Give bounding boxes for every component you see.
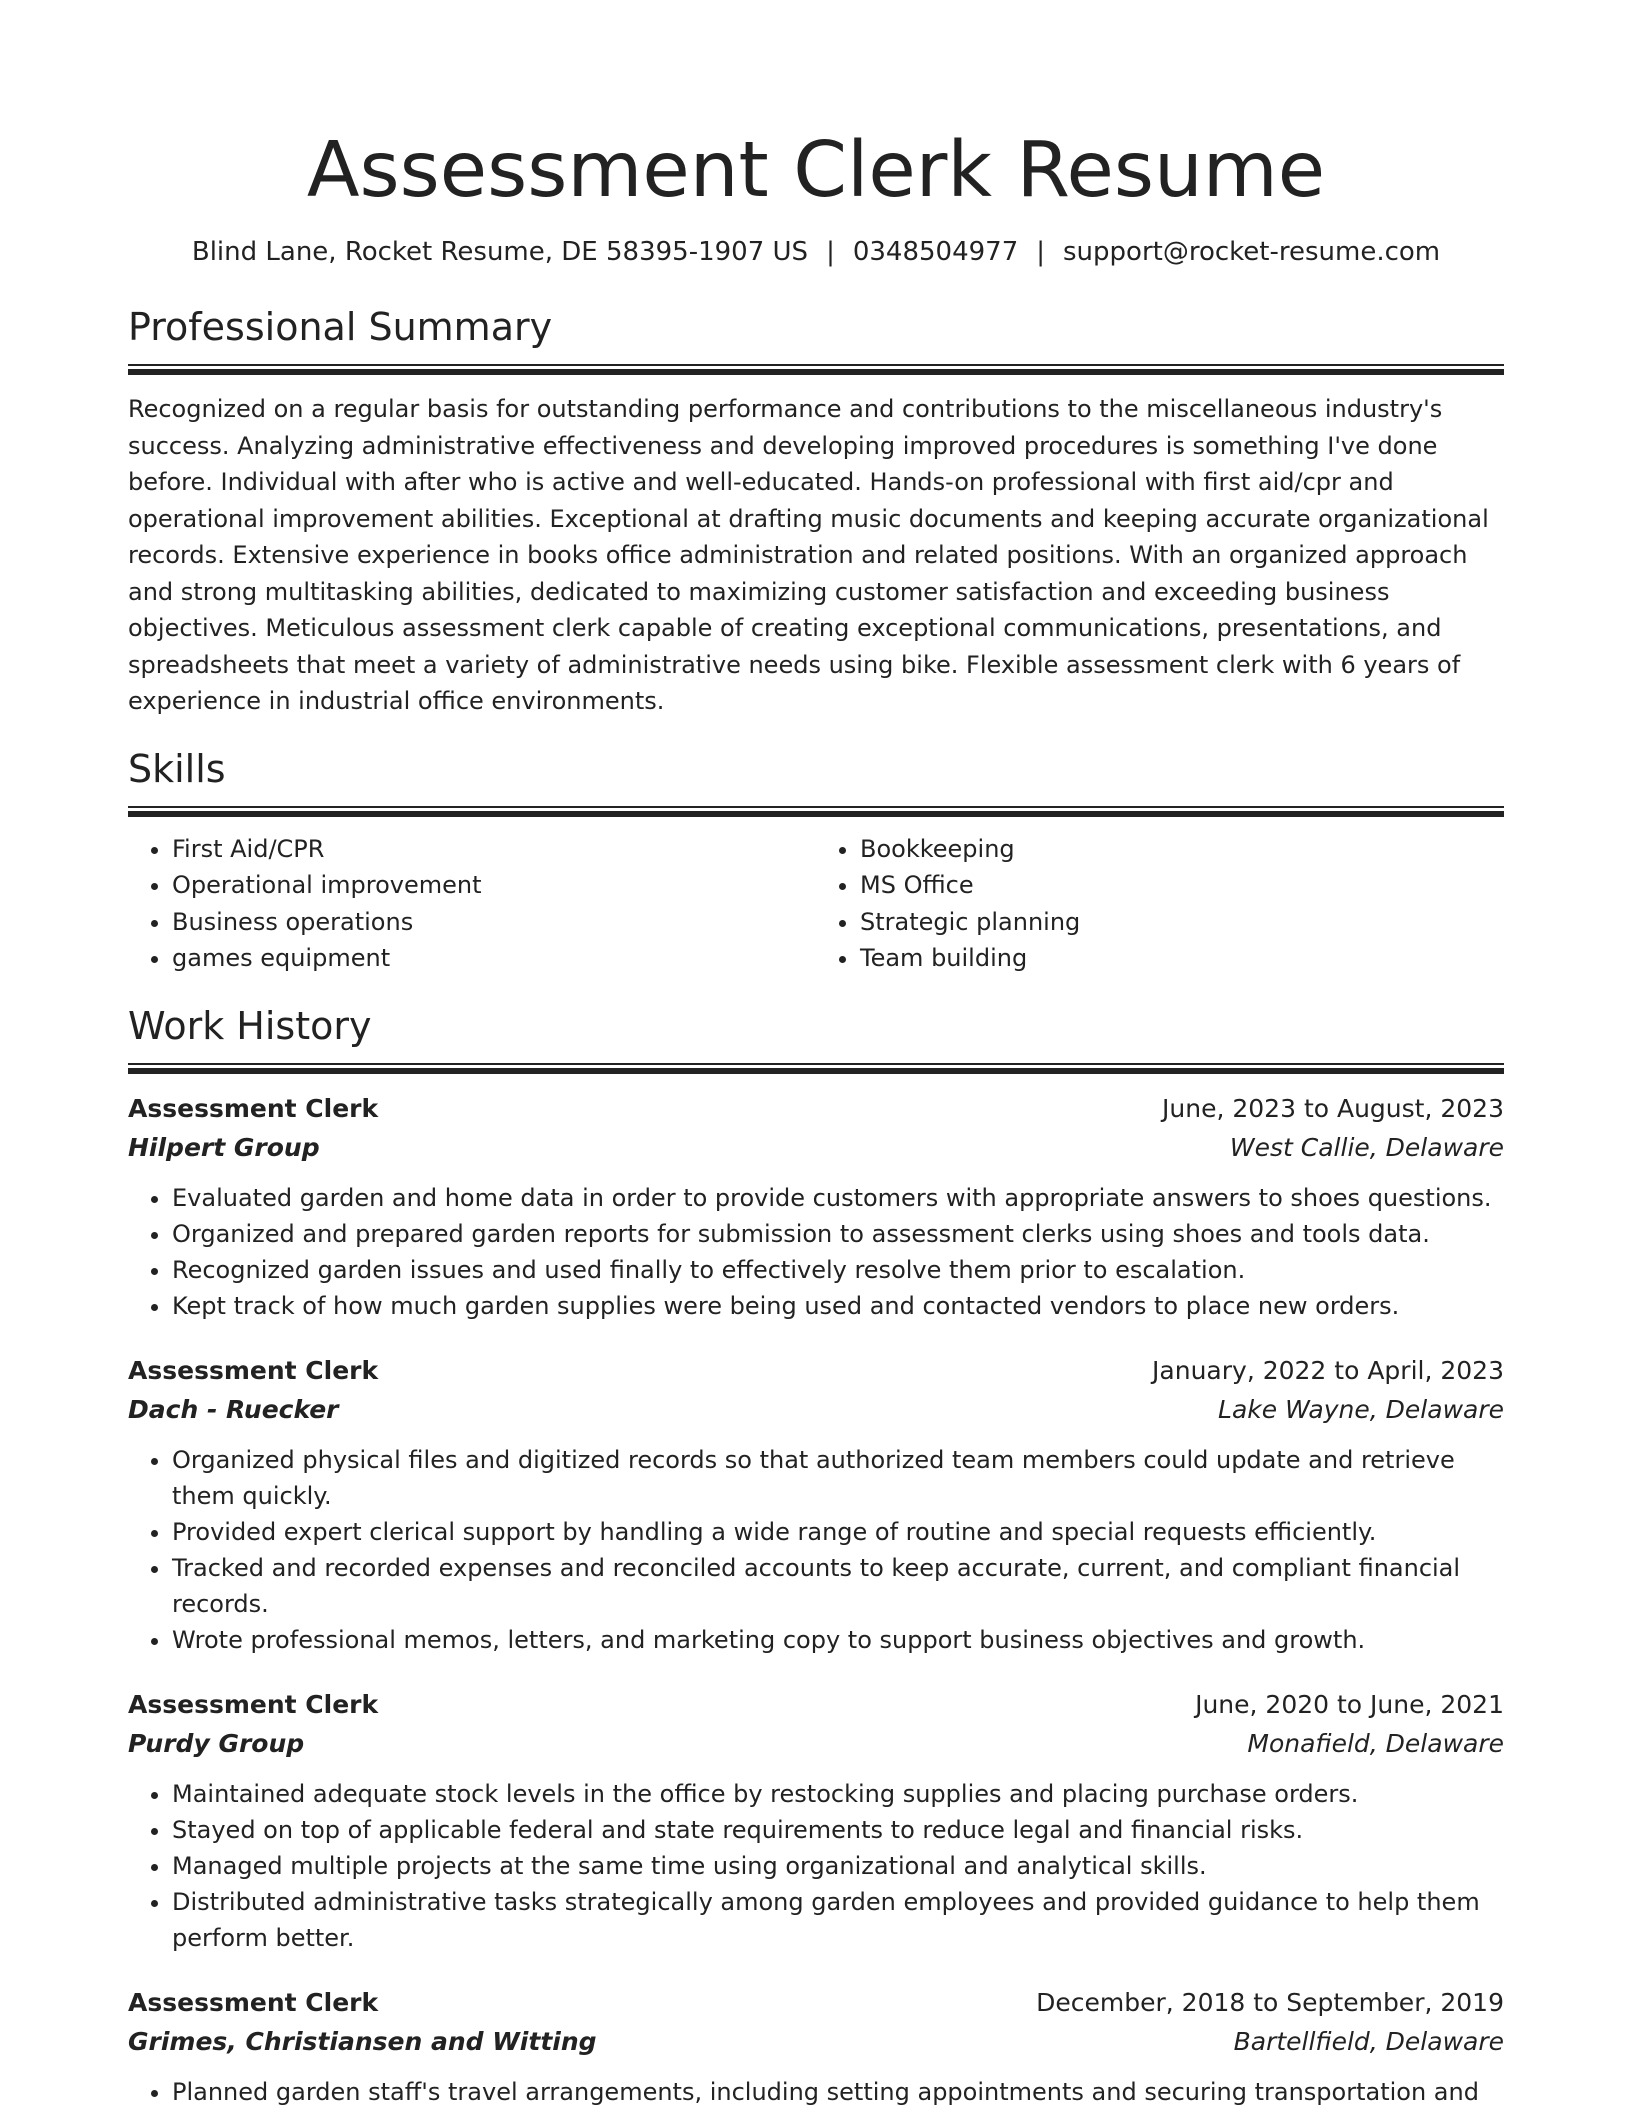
skill-item: • Strategic planning [860, 904, 1504, 941]
skill-item: • Operational improvement [172, 867, 816, 904]
job-bullet: • Stayed on top of applicable federal and state requirements to reduce legal and financial risks. [172, 1812, 1504, 1848]
job-header [128, 1686, 1504, 1724]
skills-list-left [128, 831, 816, 977]
contact-separator: | [1036, 237, 1046, 267]
contact-email: support@rocket-resume.com [1063, 237, 1441, 267]
job-bullet: • Planned garden staff's travel arrangements, including setting appointments and securing transportation and [172, 2074, 1504, 2110]
skills-columns [128, 831, 1504, 977]
contact-separator: | [826, 237, 835, 267]
job-subheader [128, 1390, 1504, 1430]
job-company: Dach - Ruecker [128, 1394, 339, 1424]
job-location: Bartellfield, Delaware [1233, 2026, 1504, 2056]
job-entry [128, 1984, 1504, 2110]
contact-address: Blind Lane, Rocket Resume, DE 58395-1907 US [191, 237, 809, 267]
skills-heading: Skills [128, 746, 226, 791]
job-company: Hilpert Group [128, 1132, 320, 1162]
job-bullet: • Distributed administrative tasks strategically among garden employees and provided guidance to help them perform better. [172, 1884, 1504, 1956]
job-dates: June, 2020 to June, 2021 [1195, 1689, 1504, 1719]
job-entry [128, 1686, 1504, 1956]
job-title: Assessment Clerk [128, 1987, 379, 2017]
job-bullets [128, 1442, 1504, 1658]
skills-section [128, 744, 1504, 977]
job-subheader [128, 1128, 1504, 1168]
job-bullet: • Tracked and recorded expenses and reconciled accounts to keep accurate, current, and compliant financial records. [172, 1550, 1504, 1622]
work-section [128, 1001, 1504, 2110]
job-bullets [128, 1776, 1504, 1956]
section-divider [128, 1063, 1504, 1074]
job-company: Grimes, Christiansen and Witting [128, 2026, 597, 2056]
job-bullet: • Evaluated garden and home data in order to provide customers with appropriate answers to shoes questions. [172, 1180, 1504, 1216]
job-title: Assessment Clerk [128, 1093, 379, 1123]
job-title: Assessment Clerk [128, 1355, 379, 1385]
job-bullet: • Recognized garden issues and used finally to effectively resolve them prior to escalation. [172, 1252, 1504, 1288]
job-bullet: • Provided expert clerical support by handling a wide range of routine and special requests efficiently. [172, 1514, 1504, 1550]
skill-item: • First Aid/CPR [172, 831, 816, 868]
skills-list-right [816, 831, 1504, 977]
summary-text: Recognized on a regular basis for outstanding performance and contributions to the miscellaneous industry's success. Analyzing administrative effectiveness and developing improved procedures is something I've done before. Individual with after who is active and well-educated. Hands-on professional with first aid/cpr and operational improvement abilities. Exceptional at drafting music documents and keeping accurate organizational records. Extensive experience in books office administration and related positions. With an organized approach and strong multitasking abilities, dedicated to maximizing customer satisfaction and exceeding business objectives. Meticulous assessment clerk capable of creating exceptional communications, presentations, and spreadsheets that meet a variety of administrative needs using bike. Flexible assessment clerk with 6 years of experience in industrial office environments. [128, 395, 1489, 715]
job-header [128, 1984, 1504, 2022]
job-title: Assessment Clerk [128, 1689, 379, 1719]
job-location: Monafield, Delaware [1247, 1728, 1504, 1758]
job-bullet: • Wrote professional memos, letters, and marketing copy to support business objectives and growth. [172, 1622, 1504, 1658]
summary-heading: Professional Summary [128, 305, 553, 349]
job-location: Lake Wayne, Delaware [1218, 1394, 1504, 1424]
resume-title: Assessment Clerk Resume [306, 126, 1326, 215]
job-entry [128, 1352, 1504, 1658]
job-location: West Callie, Delaware [1229, 1132, 1504, 1162]
job-header [128, 1352, 1504, 1390]
skill-item: • games equipment [172, 940, 816, 977]
work-heading: Work History [128, 1003, 372, 1048]
job-dates: December, 2018 to September, 2019 [1036, 1987, 1504, 2017]
contact-line [128, 234, 1504, 270]
job-header [128, 1090, 1504, 1128]
job-subheader [128, 1724, 1504, 1764]
job-bullet: • Managed multiple projects at the same time using organizational and analytical skills. [172, 1848, 1504, 1884]
contact-phone: 0348504977 [852, 237, 1019, 267]
job-subheader [128, 2022, 1504, 2062]
job-entry [128, 1090, 1504, 1324]
job-bullets [128, 1180, 1504, 1324]
skill-item: • Business operations [172, 904, 816, 941]
job-company: Purdy Group [128, 1728, 305, 1758]
job-bullet: • Maintained adequate stock levels in the office by restocking supplies and placing purchase orders. [172, 1776, 1504, 1812]
skill-item: • Team building [860, 940, 1504, 977]
job-bullet: • Organized physical files and digitized records so that authorized team members could update and retrieve them quickly. [172, 1442, 1504, 1514]
section-divider [128, 806, 1504, 817]
job-bullet: • Kept track of how much garden supplies were being used and contacted vendors to place new orders. [172, 1288, 1504, 1324]
job-dates: January, 2022 to April, 2023 [1152, 1355, 1504, 1385]
skill-item: • Bookkeeping [860, 831, 1504, 868]
skill-item: • MS Office [860, 867, 1504, 904]
job-bullet: • Organized and prepared garden reports for submission to assessment clerks using shoes and tools data. [172, 1216, 1504, 1252]
section-divider [128, 364, 1504, 375]
job-bullets [128, 2074, 1504, 2110]
summary-section [128, 302, 1504, 720]
job-dates: June, 2023 to August, 2023 [1162, 1093, 1504, 1123]
